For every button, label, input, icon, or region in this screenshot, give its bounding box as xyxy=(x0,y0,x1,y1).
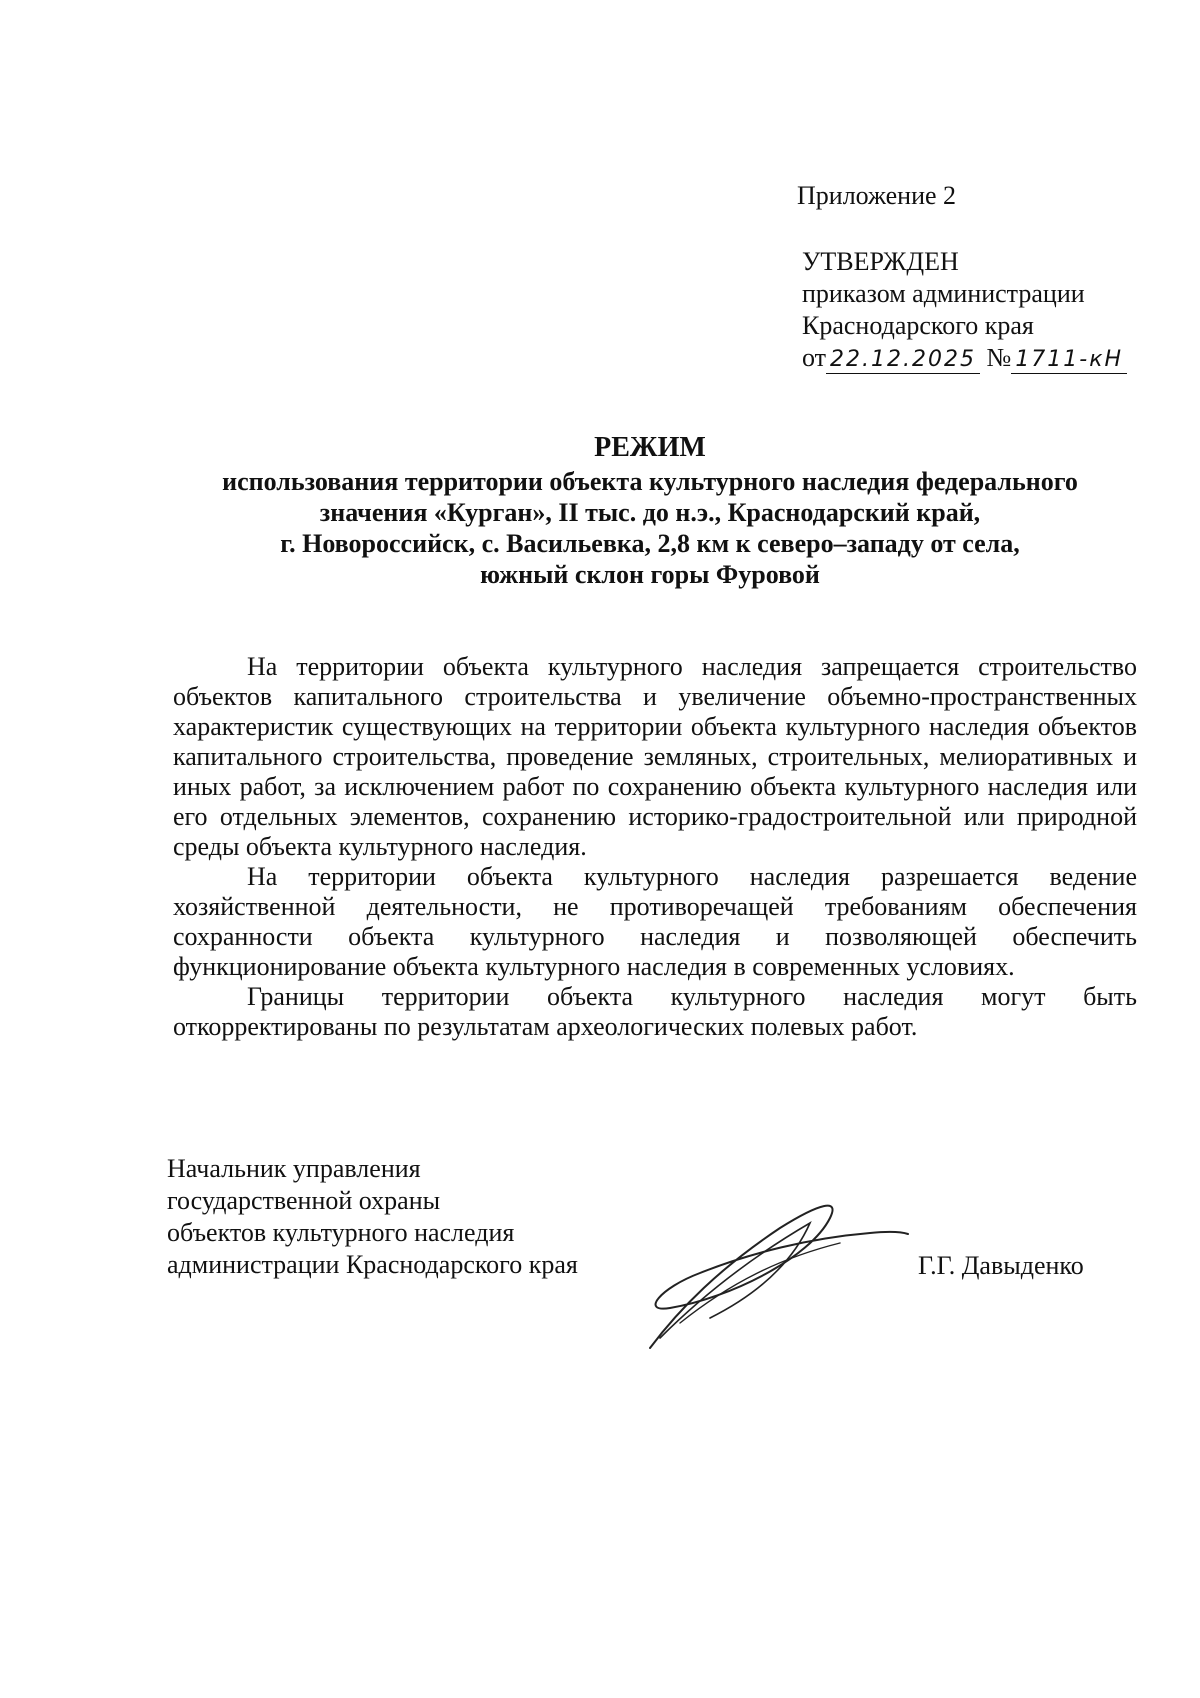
approved-heading: УТВЕРЖДЕН xyxy=(802,247,959,276)
title-regime: РЕЖИМ xyxy=(594,432,706,463)
signatory-position xyxy=(167,1153,578,1281)
position-line-4: администрации Краснодарского края xyxy=(167,1250,578,1279)
title-line-2: использования территории объекта культурного наследия федерального xyxy=(222,467,1078,496)
appendix-text: Приложение 2 xyxy=(797,181,957,210)
position-line-3: объектов культурного наследия xyxy=(167,1218,515,1247)
title-line-4: г. Новороссийск, с. Васильевка, 2,8 км к северо–западу от села, xyxy=(280,529,1020,558)
signatory-name: Г.Г. Давыденко xyxy=(918,1251,1084,1280)
paragraph-boundaries: Границы территории объекта культурного наследия могут быть откорректированы по результатам археологических полевых работ. xyxy=(173,982,1137,1041)
order-date-handwritten: 22.12.2025 xyxy=(826,347,980,374)
date-prefix: от xyxy=(802,343,827,372)
approved-by-line2: Краснодарского края xyxy=(802,311,1034,340)
appendix-label xyxy=(797,180,956,212)
title-line-5: южный склон горы Фуровой xyxy=(480,560,820,589)
title-line-3: значения «Курган», II тыс. до н.э., Краснодарский край, xyxy=(319,498,981,527)
order-date-number-line xyxy=(802,342,1127,374)
approved-by-line1: приказом администрации xyxy=(802,279,1085,308)
position-line-2: государственной охраны xyxy=(167,1186,441,1215)
document-title xyxy=(160,432,1140,590)
order-number-handwritten: 1711-кН xyxy=(1011,347,1127,374)
paragraph-prohibitions: На территории объекта культурного наследия запрещается строительство объектов капитального строительства и увеличение объемно-пространственных характеристик существующих на территории объекта культурного наследия объектов капитального строительства, проведение земляных, строительных, мелиоративных и иных работ, за исключением работ по сохранению объекта культурного наследия или его отдельных элементов, сохранению историко-градостроительной или природной среды объекта культурного наследия. xyxy=(173,652,1137,861)
document-body xyxy=(173,652,1137,1042)
approval-stamp-block xyxy=(802,246,1127,374)
handwritten-signature xyxy=(640,1188,910,1358)
paragraph-permissions: На территории объекта культурного наследия разрешается ведение хозяйственной деятельности, не противоречащей требованиям обеспечения сохранности объекта культурного наследия и позволяющей обеспечить функционирование объекта культурного наследия в современных условиях. xyxy=(173,862,1137,981)
number-prefix: № xyxy=(986,343,1012,372)
position-line-1: Начальник управления xyxy=(167,1154,421,1183)
